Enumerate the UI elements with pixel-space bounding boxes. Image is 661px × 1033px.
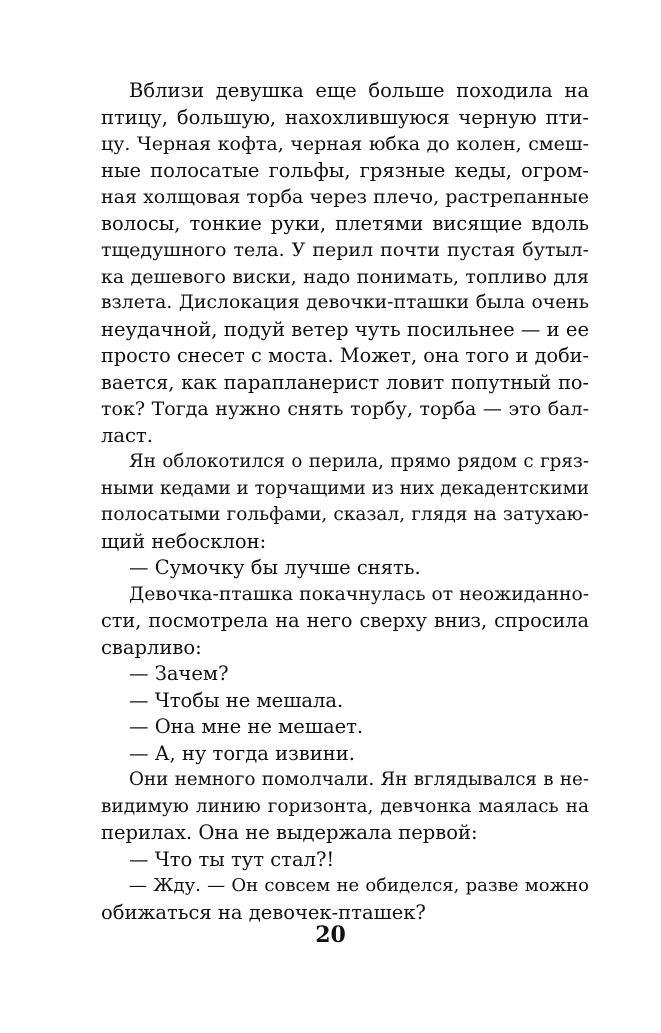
text-line: Девочка-пташка покачнулась от неожиданно-: [129, 583, 590, 605]
text-line: ток? Тогда нужно снять торбу, торба — это бал-: [101, 398, 589, 420]
text-line: — Что ты тут стал?!: [129, 847, 335, 871]
page-number: 20: [315, 922, 346, 948]
text-line: — Она мне не мешает.: [129, 715, 364, 738]
text-line: ная холщовая торба через плечо, растрепанные: [101, 186, 589, 208]
text-line: взлета. Дислокация девочки-пташки была очень: [101, 292, 589, 313]
text-line: Вблизи девушка еще больше походила на: [129, 79, 589, 102]
text-line: Ян облокотился о перила, прямо рядом с гряз-: [129, 451, 589, 472]
text-line: цу. Черная кофта, черная юбка до колен, смеш-: [101, 133, 589, 155]
text-line: — Чтобы не мешала.: [129, 688, 344, 712]
text-line: — Жду. — Он совсем не обиделся, разве можно: [129, 875, 589, 896]
text-line: ными кедами и торчащими из них декадентскими: [101, 477, 589, 499]
text-line: ные полосатые гольфы, грязные кеды, огром-: [101, 158, 589, 182]
text-line: волосы, тонкие руки, плетями висящие вдоль: [101, 211, 589, 235]
text-line: ка дешевого виски, надо понимать, топливо для: [101, 265, 589, 288]
text-line: вается, как парапланерист ловит попутный по-: [101, 370, 589, 394]
paragraph: [101, 449, 589, 555]
text-line: щий небосклон:: [101, 529, 267, 553]
paragraph: [101, 847, 589, 874]
paragraph: [101, 767, 589, 847]
text-line: — Зачем?: [129, 662, 229, 685]
paragraph: [101, 78, 589, 449]
text-line: неудачной, подуй ветер чуть посильнее — и ее: [101, 317, 589, 341]
text-line: птицу, большую, нахохлившуюся черную пти-: [101, 105, 589, 129]
text-line: просто снесет с моста. Может, она того и доби-: [101, 344, 589, 367]
text-line: — Сумочку бы лучше снять.: [129, 556, 421, 579]
text-line: тщедушного тела. У перил почти пустая бутыл-: [101, 239, 589, 261]
paragraph: [101, 741, 589, 768]
text-line: полосатыми гольфами, сказал, глядя на затухаю-: [101, 504, 589, 525]
paragraph: [101, 582, 589, 662]
paragraph: [101, 688, 589, 715]
paragraph: [101, 555, 589, 582]
text-line: ласт.: [101, 423, 153, 447]
paragraph: [101, 714, 589, 741]
paragraph: [101, 873, 589, 926]
text-line: Они немного помолчали. Ян вглядывался в не-: [129, 769, 589, 790]
paragraph: [101, 661, 589, 688]
text-line: сварливо:: [101, 635, 202, 659]
text-line: видимую линию горизонта, девчонка маялась на: [101, 795, 589, 817]
text-line: — А, ну тогда извини.: [129, 741, 355, 765]
book-page-text: [101, 78, 589, 926]
text-line: перилах. Она не выдержала первой:: [101, 821, 478, 844]
text-line: обижаться на девочек-пташек?: [101, 900, 426, 924]
text-line: сти, посмотрела на него сверху вниз, спросила: [101, 609, 589, 632]
